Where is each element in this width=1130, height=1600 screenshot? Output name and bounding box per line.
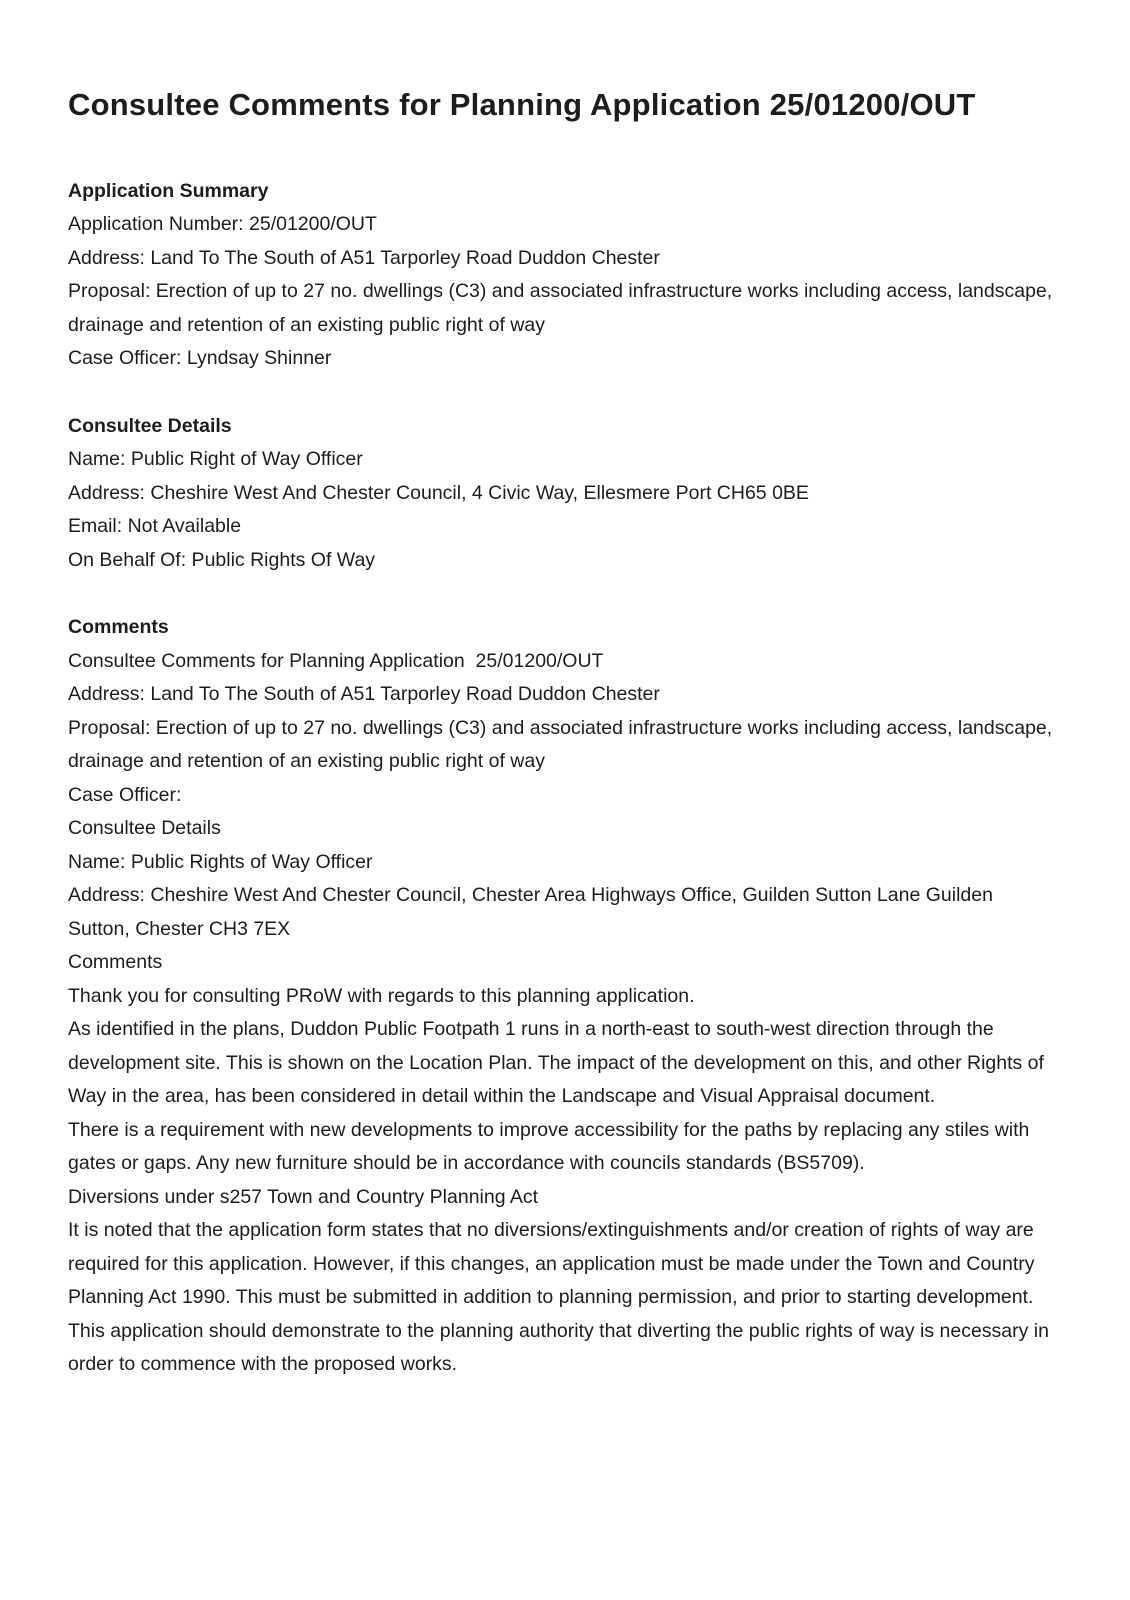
line-case-officer: Case Officer: Lyndsay Shinner (68, 347, 332, 370)
section-consultee-details (68, 376, 1060, 578)
consultee-details-heading: Consultee Details (68, 414, 232, 437)
comment-line-title: Consultee Comments for Planning Application 25/01200/OUT (68, 649, 604, 672)
application-summary-heading: Application Summary (68, 179, 269, 202)
document-title: Consultee Comments for Planning Application 25/01200/OUT (68, 87, 976, 122)
comment-line-name: Name: Public Rights of Way Officer (68, 850, 373, 873)
section-comments (68, 577, 1060, 1382)
comment-line-footpath-impact: As identified in the plans, Duddon Public Footpath 1 runs in a north-east to south-west direction through the development site. This is shown on the Location Plan. The impact of the development on this, and other Rights of Way in the area, has been considered in detail within the Landscape and Visual Appraisal document. (68, 1018, 1050, 1108)
line-consultee-address: Address: Cheshire West And Chester Council, 4 Civic Way, Ellesmere Port CH65 0BE (68, 481, 809, 504)
comment-line-highways-address: Address: Cheshire West And Chester Council, Chester Area Highways Office, Guilden Sutton Lane Guilden Sutton, Chester CH3 7EX (68, 884, 999, 940)
comment-line-case-officer: Case Officer: (68, 783, 182, 806)
section-application-summary (68, 175, 1060, 376)
comment-line-accessibility: There is a requirement with new developments to improve accessibility for the paths by replacing any stiles with gates or gaps. Any new furniture should be in accordance with councils standards (BS5709). (68, 1118, 1035, 1175)
line-consultee-name: Name: Public Right of Way Officer (68, 448, 363, 471)
line-application-number: Application Number: 25/01200/OUT (68, 213, 377, 236)
comment-line-proposal: Proposal: Erection of up to 27 no. dwellings (C3) and associated infrastructure works including access, landscape, drainage and retention of an existing public right of way (68, 716, 1058, 773)
line-application-address: Address: Land To The South of A51 Tarporley Road Duddon Chester (68, 246, 660, 269)
line-application-proposal: Proposal: Erection of up to 27 no. dwellings (C3) and associated infrastructure works including access, landscape, drainage and retention of an existing public right of way (68, 280, 1058, 336)
comment-line-diversions-heading: Diversions under s257 Town and Country Planning Act (68, 1185, 539, 1208)
comment-line-thanks: Thank you for consulting PRoW with regards to this planning application. (68, 984, 695, 1007)
line-consultee-on-behalf-of: On Behalf Of: Public Rights Of Way (68, 548, 376, 571)
comment-line-comments-label: Comments (68, 951, 163, 974)
comment-line-consultee-details: Consultee Details (68, 817, 221, 840)
comment-line-diversions-detail: It is noted that the application form states that no diversions/extinguishments and/or creation of rights of way are required for this application. However, if this changes, an application must be made under the Town and Country Planning Act 1990. This must be submitted in addition to planning permission, and prior to starting development. This application should demonstrate to the planning authority that diverting the public rights of way is necessary in order to commence with the proposed works. (68, 1219, 1055, 1376)
comment-line-address: Address: Land To The South of A51 Tarporley Road Duddon Chester (68, 683, 660, 706)
comments-heading: Comments (68, 616, 169, 639)
line-consultee-email: Email: Not Available (68, 515, 242, 538)
